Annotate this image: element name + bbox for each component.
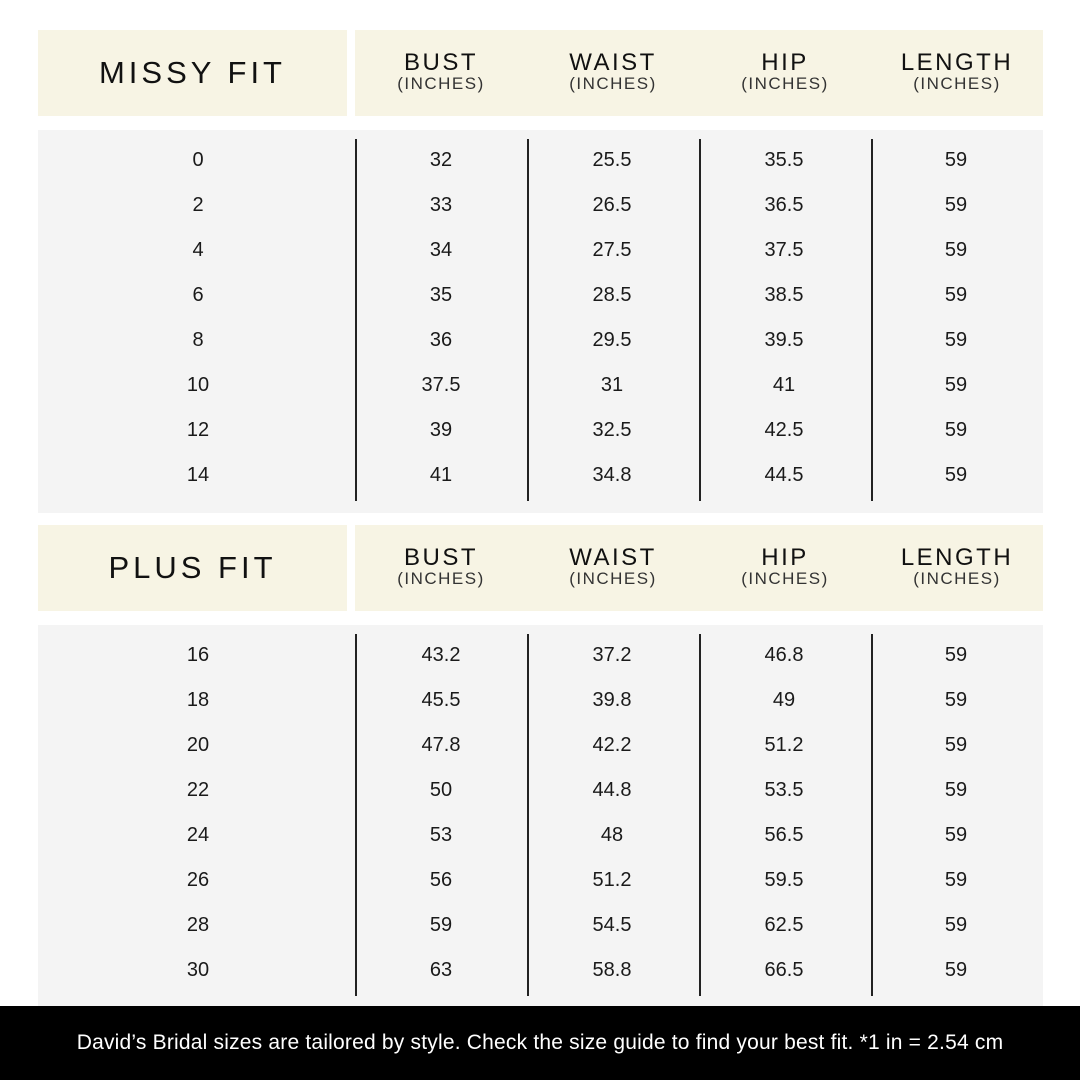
waist-cell: 32.5 [592, 419, 632, 441]
bust-unit: (INCHES) [397, 74, 485, 93]
hip-unit: (INCHES) [741, 74, 829, 93]
length-cell: 59 [944, 374, 968, 396]
bust-label: BUST [403, 544, 478, 571]
waist-cell: 37.2 [592, 644, 632, 666]
missy-waist-header [527, 49, 699, 93]
size-cell: 30 [186, 959, 210, 981]
plus-length-header [871, 544, 1043, 588]
bust-cell: 50 [429, 779, 453, 801]
length-label: LENGTH [900, 49, 1014, 76]
waist-cell: 51.2 [592, 869, 632, 891]
hip-cell: 44.5 [764, 464, 804, 486]
plus-table-body [38, 625, 1043, 1008]
waist-cell: 58.8 [592, 959, 632, 981]
waist-cell: 48 [600, 824, 624, 846]
size-cell: 22 [186, 779, 210, 801]
length-cell: 59 [944, 779, 968, 801]
size-cell: 2 [192, 194, 204, 216]
waist-cell: 39.8 [592, 689, 632, 711]
waist-cell: 28.5 [592, 284, 632, 306]
length-cell: 59 [944, 284, 968, 306]
plus-fit-header [38, 525, 347, 611]
hip-cell: 66.5 [764, 959, 804, 981]
length-label: LENGTH [900, 544, 1014, 571]
size-cell: 16 [186, 644, 210, 666]
column-divider [527, 139, 529, 501]
bust-cell: 47.8 [421, 734, 461, 756]
hip-cell: 49 [772, 689, 796, 711]
hip-label: HIP [761, 49, 809, 76]
bust-label: BUST [403, 49, 478, 76]
waist-unit: (INCHES) [569, 74, 657, 93]
waist-cell: 42.2 [592, 734, 632, 756]
hip-unit: (INCHES) [741, 569, 829, 588]
waist-cell: 25.5 [592, 149, 632, 171]
hip-cell: 39.5 [764, 329, 804, 351]
hip-cell: 36.5 [764, 194, 804, 216]
column-divider [699, 634, 701, 996]
plus-column-header [355, 525, 1043, 611]
hip-label: HIP [761, 544, 809, 571]
length-cell: 59 [944, 734, 968, 756]
hip-cell: 35.5 [764, 149, 804, 171]
plus-hip-header [699, 544, 871, 588]
length-cell: 59 [944, 329, 968, 351]
column-divider [355, 139, 357, 501]
missy-column-header [355, 30, 1043, 116]
hip-cell: 46.8 [764, 644, 804, 666]
length-cell: 59 [944, 149, 968, 171]
plus-bust-header [355, 544, 527, 588]
waist-cell: 54.5 [592, 914, 632, 936]
bust-cell: 33 [429, 194, 453, 216]
missy-hip-header [699, 49, 871, 93]
waist-unit: (INCHES) [569, 569, 657, 588]
waist-cell: 34.8 [592, 464, 632, 486]
hip-cell: 53.5 [764, 779, 804, 801]
size-cell: 10 [186, 374, 210, 396]
waist-cell: 29.5 [592, 329, 632, 351]
bust-cell: 45.5 [421, 689, 461, 711]
hip-cell: 38.5 [764, 284, 804, 306]
column-divider [871, 139, 873, 501]
bust-cell: 56 [429, 869, 453, 891]
bust-cell: 59 [429, 914, 453, 936]
plus-waist-header [527, 544, 699, 588]
bust-cell: 36 [429, 329, 453, 351]
hip-cell: 51.2 [764, 734, 804, 756]
bust-cell: 53 [429, 824, 453, 846]
bust-cell: 37.5 [421, 374, 461, 396]
length-cell: 59 [944, 869, 968, 891]
size-cell: 28 [186, 914, 210, 936]
bust-unit: (INCHES) [397, 569, 485, 588]
hip-cell: 59.5 [764, 869, 804, 891]
length-cell: 59 [944, 239, 968, 261]
column-divider [699, 139, 701, 501]
length-unit: (INCHES) [913, 569, 1001, 588]
waist-cell: 31 [600, 374, 624, 396]
bust-cell: 63 [429, 959, 453, 981]
length-cell: 59 [944, 824, 968, 846]
missy-table-body [38, 130, 1043, 513]
missy-fit-title: MISSY FIT [98, 55, 286, 90]
size-cell: 26 [186, 869, 210, 891]
bust-cell: 32 [429, 149, 453, 171]
plus-fit-title: PLUS FIT [108, 550, 277, 585]
size-cell: 8 [192, 329, 204, 351]
size-cell: 14 [186, 464, 210, 486]
bust-cell: 43.2 [421, 644, 461, 666]
bust-cell: 39 [429, 419, 453, 441]
column-divider [527, 634, 529, 996]
length-cell: 59 [944, 194, 968, 216]
size-cell: 6 [192, 284, 204, 306]
length-cell: 59 [944, 689, 968, 711]
missy-bust-header [355, 49, 527, 93]
hip-cell: 56.5 [764, 824, 804, 846]
bust-cell: 35 [429, 284, 453, 306]
length-cell: 59 [944, 419, 968, 441]
size-cell: 12 [186, 419, 210, 441]
size-cell: 0 [192, 149, 204, 171]
bust-cell: 34 [429, 239, 453, 261]
column-divider [355, 634, 357, 996]
hip-cell: 41 [772, 374, 796, 396]
size-cell: 20 [186, 734, 210, 756]
hip-cell: 62.5 [764, 914, 804, 936]
length-cell: 59 [944, 914, 968, 936]
footer-banner [0, 1006, 1080, 1080]
waist-cell: 27.5 [592, 239, 632, 261]
missy-fit-header [38, 30, 347, 116]
missy-length-header [871, 49, 1043, 93]
length-cell: 59 [944, 644, 968, 666]
footer-note: David’s Bridal sizes are tailored by style. Check the size guide to find your best fit. *1 in = 2.54 cm [76, 1031, 1004, 1054]
size-cell: 18 [186, 689, 210, 711]
length-cell: 59 [944, 464, 968, 486]
waist-cell: 26.5 [592, 194, 632, 216]
waist-label: WAIST [569, 49, 657, 76]
size-cell: 24 [186, 824, 210, 846]
size-cell: 4 [192, 239, 204, 261]
column-divider [871, 634, 873, 996]
waist-label: WAIST [569, 544, 657, 571]
length-cell: 59 [944, 959, 968, 981]
hip-cell: 42.5 [764, 419, 804, 441]
bust-cell: 41 [429, 464, 453, 486]
waist-cell: 44.8 [592, 779, 632, 801]
length-unit: (INCHES) [913, 74, 1001, 93]
hip-cell: 37.5 [764, 239, 804, 261]
